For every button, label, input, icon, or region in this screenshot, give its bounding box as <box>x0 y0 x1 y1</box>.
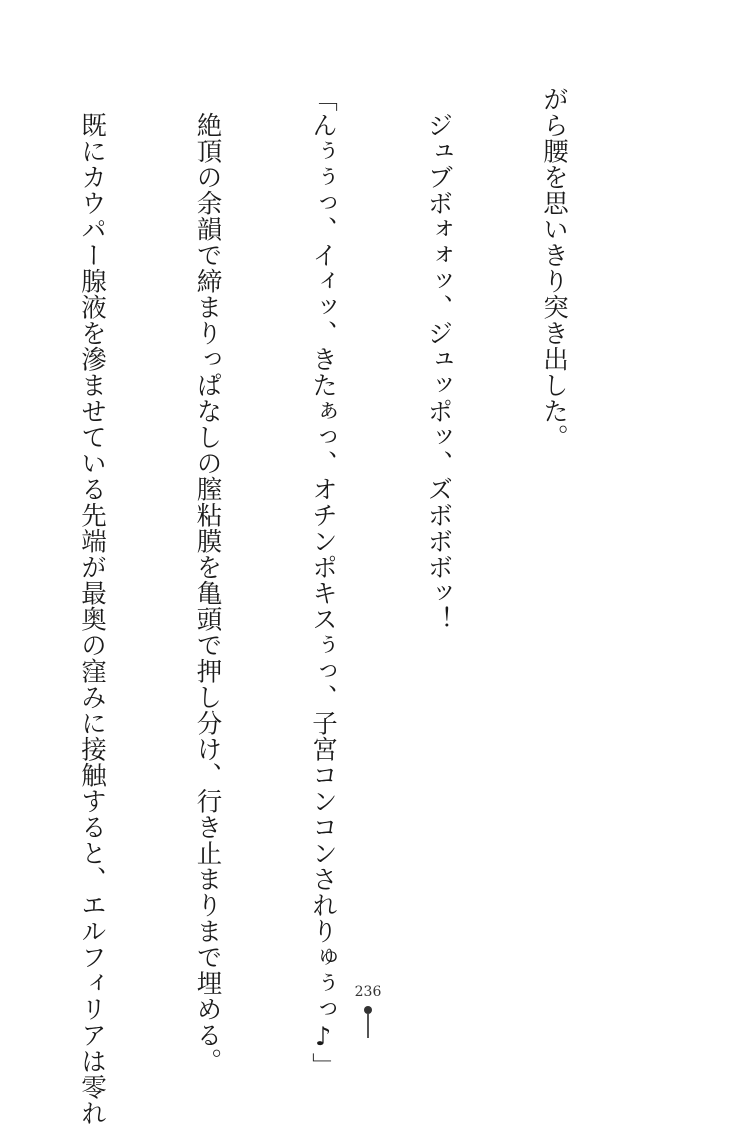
text-line: 既にカウパー腺液を滲ませている先端が最奥の窪みに接触すると、エルフィリアは零れ <box>77 86 107 1126</box>
page-marker-line <box>367 1014 369 1038</box>
page-marker-dot <box>364 1006 372 1014</box>
text-line: 絶頂の余韻で締まりっぱなしの膣粘膜を亀頭で押し分け、行き止まりまで埋める。 <box>192 86 223 1074</box>
text-line: ジュブボォォッ、ジュッポッ、ズボボボッ！ <box>423 86 454 632</box>
page-number: 236 <box>354 984 382 1000</box>
text-line: 「んぅぅっ、イィッ、きたぁっ、オチンポキスぅっ、子宮コンコンされりゅぅっ♪」 <box>308 86 338 1079</box>
text-line: がら腰を思いきり突き出した。 <box>539 86 569 450</box>
